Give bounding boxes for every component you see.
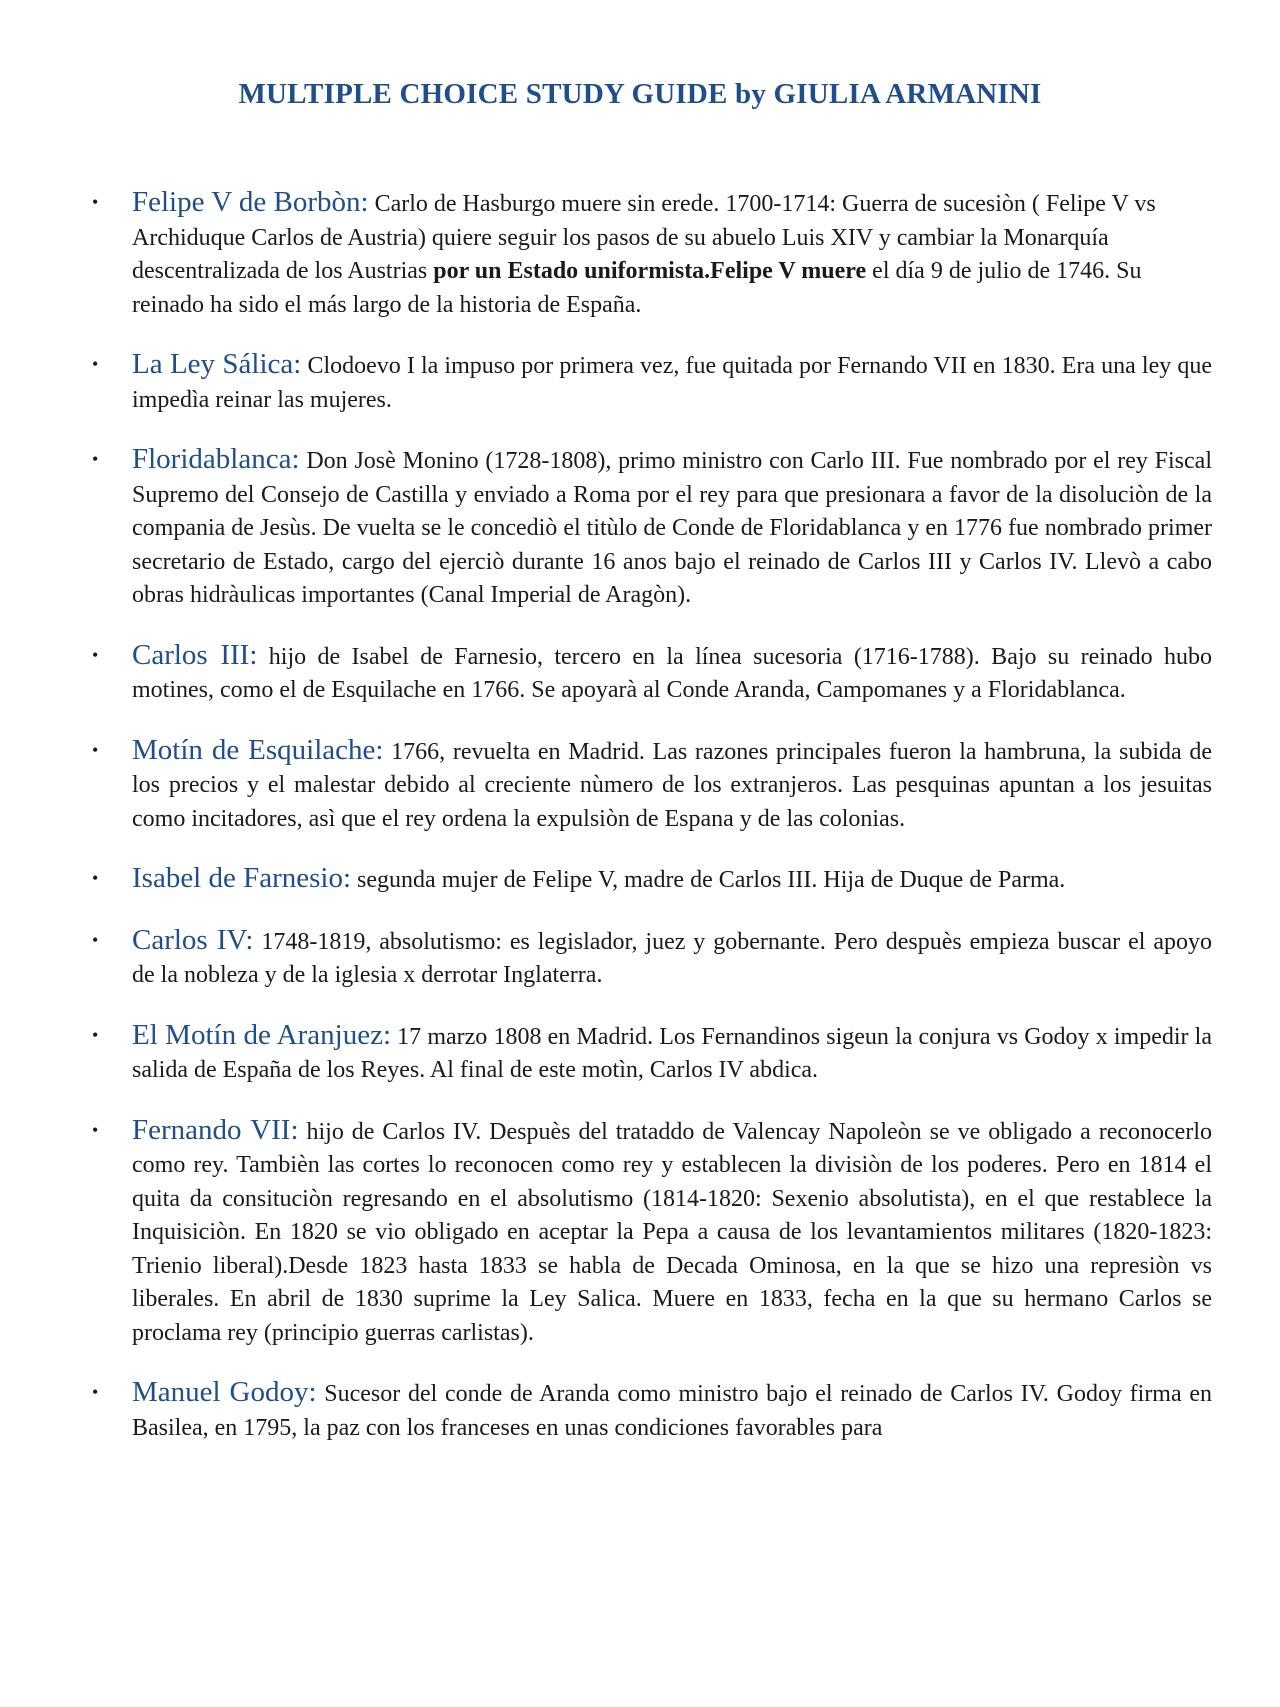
entry-motin-aranjuez — [92, 1019, 1212, 1088]
entry-term: Carlos IV: — [132, 923, 254, 956]
entry-text: 1748-1819, absolutismo: es legislador, juez y gobernante. Pero despuès empieza buscar el apoyo de la nobleza y de la iglesia x derrotar Inglaterra. — [132, 928, 1212, 988]
entry-term: Motín de Esquilache: — [132, 733, 384, 766]
bullet-icon: • — [92, 192, 99, 212]
entry-text: Don Josè Monino (1728-1808), primo ministro con Carlo III. Fue nombrado por el rey Fiscal Supremo del Consejo de Castilla y enviado a Roma por el rey para que presionara a favor de la disoluciòn de la compania de Jesùs. De vuelta se le concediò el titùlo de Conde de Floridablanca y en 1776 fue nombrado primer secretario de Estado, cargo del ejerciò durante 16 anos bajo el reinado de Carlos III y Carlos IV. Llevò a cabo obras hidràulicas importantes (Canal Imperial de Aragòn). — [132, 448, 1212, 608]
bullet-icon: • — [92, 1119, 99, 1140]
entry-term: El Motín de Aranjuez: — [132, 1018, 392, 1051]
bullet-icon: • — [92, 354, 99, 374]
bullet-icon: • — [92, 739, 99, 760]
entry-motin-esquilache — [92, 734, 1212, 837]
entry-carlos-iv — [92, 924, 1212, 993]
bullet-icon: • — [92, 449, 99, 469]
entry-term: Floridablanca: — [132, 443, 300, 475]
entry-manuel-godoy — [92, 1376, 1212, 1445]
entry-text: segunda mujer de Felipe V, madre de Carlos III. Hija de Duque de Parma. — [351, 867, 1066, 893]
entry-text: 1766, revuelta en Madrid. Las razones principales fueron la hambruna, la subida de los precios y el malestar debido al creciente nùmero de los extranjeros. Las pesquinas apuntan a los jesuitas como incitadores, asì que el rey ordena la expulsiòn de Espana y de las colonias. — [132, 738, 1212, 832]
entry-isabel-farnesio — [92, 862, 1212, 898]
entry-text: Carlo de Hasburgo muere sin erede. 1700-1714: Guerra de sucesiòn ( Felipe V vs Archiduque Carlos de Austria) quiere seguir los pasos de su abuelo Luis XIV y cambiar la Monarquía descentralizada de los Austrias — [132, 191, 1156, 284]
entry-term: La Ley Sálica: — [132, 348, 302, 380]
entry-text: Clodoevo I la impuso por primera vez, fue quitada por Fernando VII en 1830. Era una ley que impedìa reinar las mujeres. — [132, 353, 1213, 413]
bullet-icon: • — [92, 929, 99, 950]
entry-text: Sucesor del conde de Aranda como ministro bajo el reinado de Carlos IV. Godoy firma en Basilea, en 1795, la paz con los franceses en unas condiciones favorables para — [132, 1381, 1212, 1441]
entry-text: hijo de Isabel de Farnesio, tercero en la línea sucesoria (1716-1788). Bajo su reinado hubo motines, como el de Esquilache en 1766. Se apoyarà al Conde Aranda, Campomanes y a Floridablanca. — [132, 643, 1212, 703]
document-title: MULTIPLE CHOICE STUDY GUIDE by GIULIA ARMANINI — [238, 78, 1042, 110]
entry-bold-text: por un Estado uniformista.Felipe V muere — [433, 258, 867, 284]
bullet-icon: • — [92, 644, 99, 665]
entry-carlos-iii — [92, 639, 1212, 708]
entry-ley-salica — [92, 348, 1212, 417]
entry-term: Felipe V de Borbòn: — [132, 186, 369, 218]
bullet-icon: • — [92, 1382, 99, 1402]
bullet-icon: • — [92, 1024, 99, 1045]
entry-term: Fernando VII: — [132, 1113, 299, 1146]
entry-list — [92, 186, 1212, 1471]
entry-term: Carlos III: — [132, 638, 258, 671]
entry-text: hijo de Carlos IV. Despuès del trataddo de Valencay Napoleòn se ve obligado a reconocerlo como rey. Tambièn las cortes lo reconocen como rey y establecen la divisiòn de los poderes. Pero en 1814 el quita da consituciòn regresando en el absolutismo (1814-1820: Sexenio absolutista), en el que restablece la Inquisiciòn. En 1820 se vio obligado en aceptar la Pepa a causa de los levantamientos militares (1820-1823: Trienio liberal).Desde 1823 hasta 1833 se habla de Decada Ominosa, en la que se hizo una represiòn vs liberales. En abril de 1830 suprime la Ley Salica. Muere en 1833, fecha en la que su hermano Carlos se proclama rey (principio guerras carlistas). — [132, 1118, 1212, 1346]
entry-fernando-vii — [92, 1114, 1212, 1351]
entry-term: Isabel de Farnesio: — [132, 862, 352, 894]
entry-term: Manuel Godoy: — [132, 1376, 317, 1408]
entry-felipe-v — [92, 186, 1212, 322]
entry-floridablanca — [92, 443, 1212, 613]
entry-text-continued: el día 9 de julio de 1746. Su reinado ha sido el más largo de la historia de España. — [132, 258, 1142, 318]
entry-text: 17 marzo 1808 en Madrid. Los Fernandinos sigeun la conjura vs Godoy x impedir la salida de España de los Reyes. Al final de este motìn, Carlos IV abdica. — [132, 1023, 1212, 1083]
bullet-icon: • — [92, 868, 99, 888]
